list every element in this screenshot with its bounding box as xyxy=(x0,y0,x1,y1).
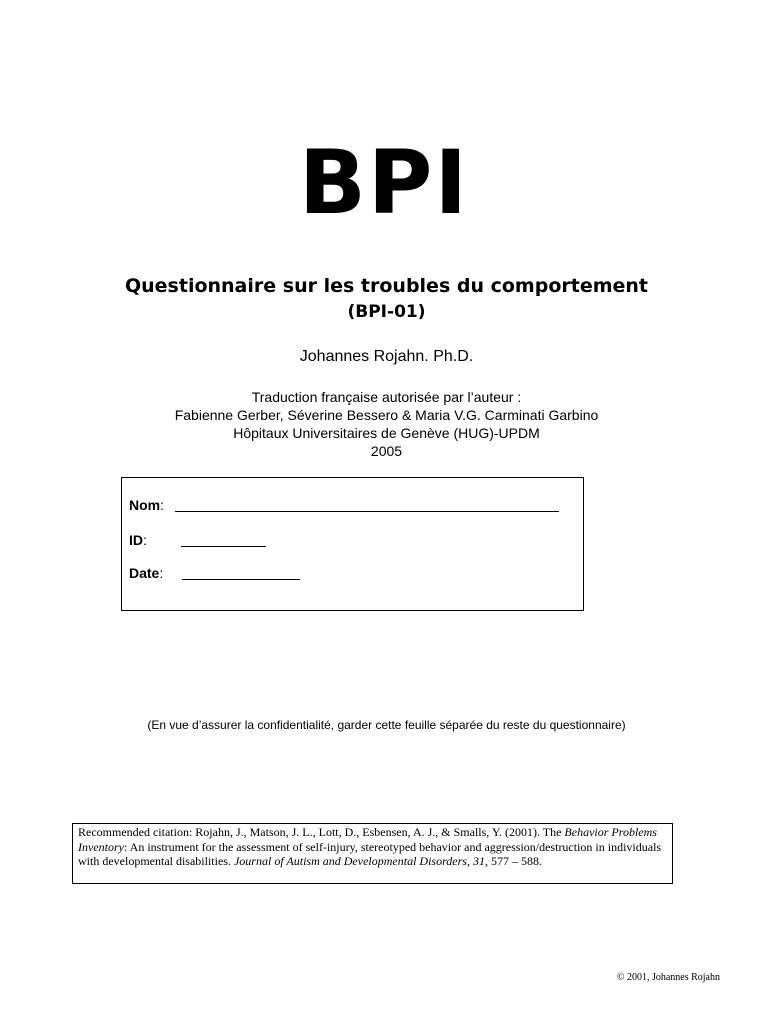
nom-colon: : xyxy=(160,497,165,513)
nom-label: Nom xyxy=(129,497,161,513)
id-input-line[interactable] xyxy=(181,546,266,547)
id-label: ID xyxy=(129,532,143,548)
date-label: Date xyxy=(129,565,160,581)
citation-journal: Journal of Autism and Developmental Disorders, 31, xyxy=(233,854,488,868)
date-input-line[interactable] xyxy=(182,579,300,580)
questionnaire-subtitle: Questionnaire sur les troubles du comportement xyxy=(124,275,649,297)
citation-text-1: Recommended citation: Rojahn, J., Matson, J. L., Lott, D., Esbensen, A. J., & Smalls, Y. (2001). The xyxy=(78,825,565,839)
identification-box xyxy=(121,477,584,611)
date-field xyxy=(129,564,163,582)
citation-text-3: 577 – 588. xyxy=(487,854,542,868)
institution-line: Hôpitaux Universitaires de Genève (HUG)-UPDM xyxy=(233,425,540,441)
translation-year: 2005 xyxy=(370,443,403,459)
questionnaire-code: (BPI-01) xyxy=(347,302,426,322)
translation-line-1: Traduction française autorisée par l’auteur : xyxy=(251,389,522,405)
translators-line: Fabienne Gerber, Séverine Bessero & Maria V.G. Carminati Garbino xyxy=(174,407,599,423)
id-colon: : xyxy=(143,532,147,548)
date-colon: : xyxy=(159,565,164,581)
id-field xyxy=(129,531,147,549)
citation-text-2: : An instrument for the assessment of self-injury, stereotyped behavior and aggression/destruction in individuals with developmental disabilities. xyxy=(78,839,662,868)
nom-field xyxy=(129,496,164,514)
document-title: BPI xyxy=(298,131,470,234)
citation-title: Behavior Problems Inventory xyxy=(78,825,657,854)
nom-input-line[interactable] xyxy=(175,511,559,512)
translation-credits xyxy=(0,388,768,460)
author-name: Johannes Rojahn. Ph.D. xyxy=(299,348,474,365)
recommended-citation xyxy=(72,823,673,884)
copyright-notice: © 2001, Johannes Rojahn xyxy=(616,972,720,983)
confidentiality-note: (En vue d’assurer la confidentialité, garder cette feuille séparée du reste du questionnaire) xyxy=(147,718,626,732)
